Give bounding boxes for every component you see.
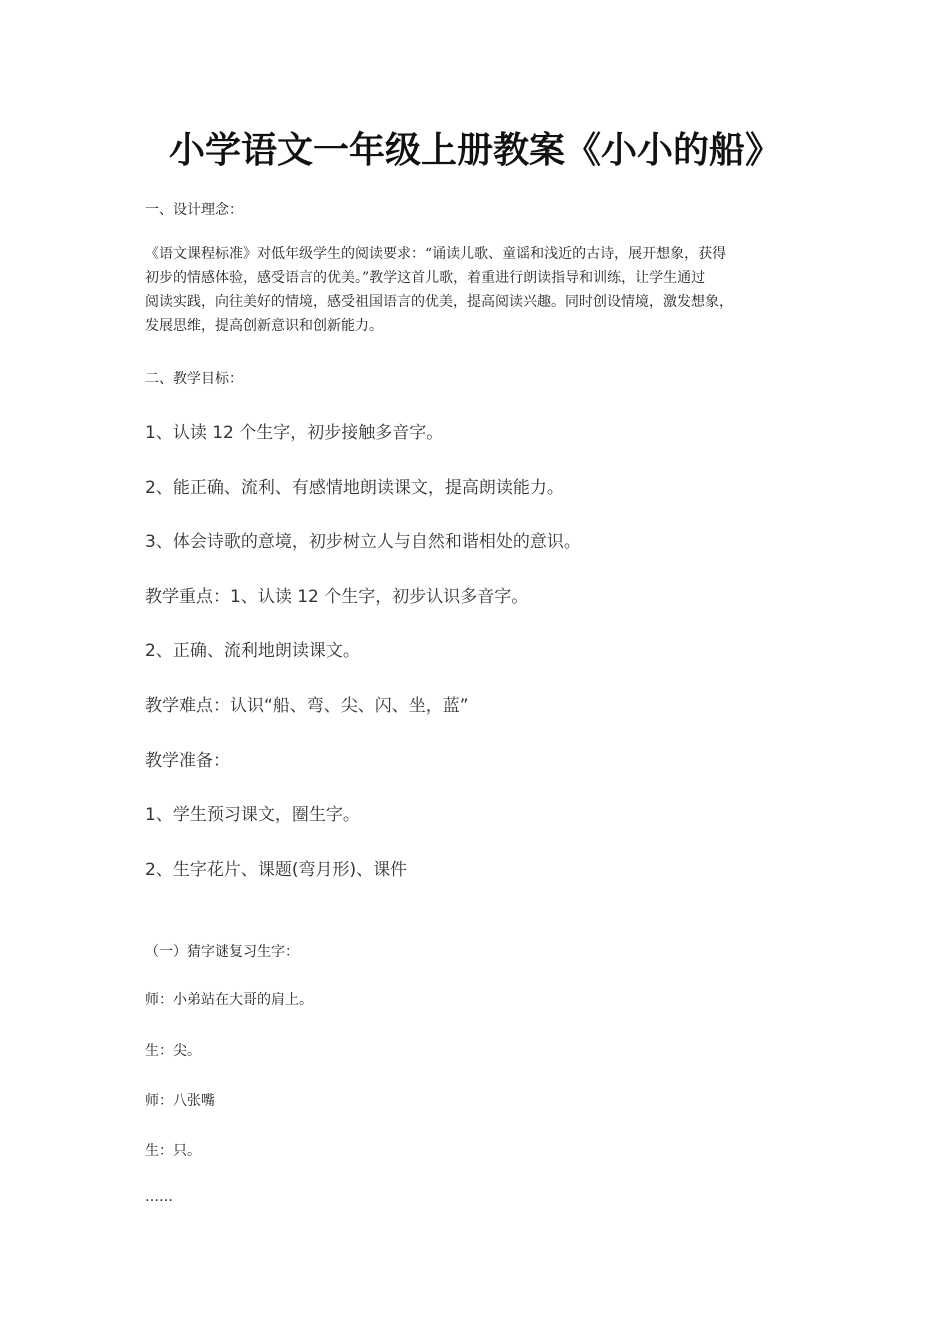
teaching-difficulty: 教学难点：认识“船、弯、尖、闪、坐，蓝” (145, 696, 469, 716)
goal-item-3: 3、体会诗歌的意境，初步树立人与自然和谐相处的意识。 (145, 532, 581, 552)
paragraph-line: 《语文课程标准》对低年级学生的阅读要求：“诵读儿歌、童谣和浅近的古诗，展开想象，获得 (145, 246, 727, 262)
key-point-1: 教学重点：1、认读 12 个生字，初步认识多音字。 (145, 587, 529, 607)
key-point-2: 2、正确、流利地朗读课文。 (145, 641, 360, 661)
goal-item-1: 1、认读 12 个生字，初步接触多音字。 (145, 423, 444, 443)
paragraph-line: 初步的情感体验，感受语言的优美。”教学这首儿歌，着重进行朗读指导和训练，让学生通过 (145, 270, 706, 286)
activity-heading: （一）猜字谜复习生字： (145, 944, 299, 960)
paragraph-line: 阅读实践，向往美好的情境，感受祖国语言的优美，提高阅读兴趣。同时创设情境，激发想象， (145, 294, 733, 310)
ellipsis: …… (145, 1189, 173, 1205)
section-heading-design-concept: 一、设计理念： (145, 202, 243, 218)
dialogue-line-teacher-1: 师：小弟站在大哥的肩上。 (145, 992, 313, 1008)
document-title: 小学语文一年级上册教案《小小的船》 (168, 129, 781, 171)
dialogue-line-student-1: 生：尖。 (145, 1043, 201, 1059)
section-heading-teaching-goals: 二、教学目标： (145, 371, 243, 387)
goal-item-2: 2、能正确、流利、有感情地朗读课文，提高朗读能力。 (145, 478, 564, 498)
preparation-item-1: 1、学生预习课文，圈生字。 (145, 805, 360, 825)
design-concept-paragraph (145, 242, 815, 338)
paragraph-line: 发展思维，提高创新意识和创新能力。 (145, 318, 383, 334)
dialogue-line-teacher-2: 师：八张嘴 (145, 1093, 215, 1109)
preparation-heading: 教学准备： (145, 751, 230, 771)
dialogue-line-student-2: 生：只。 (145, 1143, 201, 1159)
preparation-item-2: 2、生字花片、课题(弯月形)、课件 (145, 860, 408, 880)
